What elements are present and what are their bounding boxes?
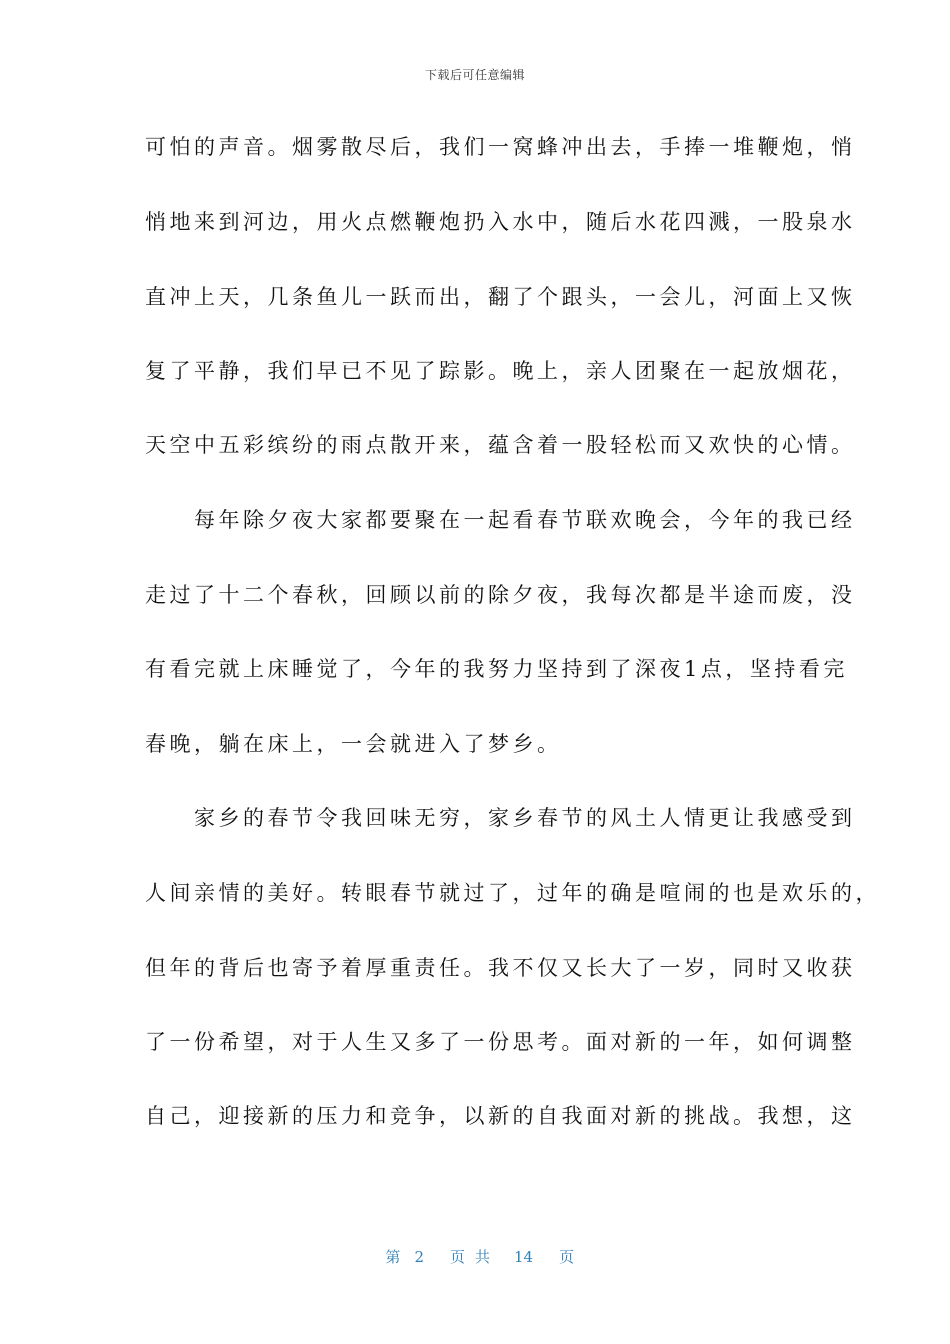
page-number-total: 14 (514, 1248, 534, 1266)
paragraph-line: 每年除夕夜大家都要聚在一起看春节联欢晚会，今年的我已经 (145, 508, 856, 532)
paragraph-line: 家乡的春节令我回味无穷，家乡春节的风土人情更让我感受到 (145, 806, 856, 830)
page-label-mid: 页共 (449, 1248, 500, 1266)
paragraph-line: 但年的背后也寄予着厚重责任。我不仅又长大了一岁，同时又收获 (145, 956, 856, 980)
paragraph-line: 了一份希望，对于人生又多了一份思考。面对新的一年，如何调整 (145, 1030, 856, 1054)
page-number-current: 2 (414, 1248, 424, 1266)
paragraph-line: 可怕的声音。烟雾散尽后，我们一窝蜂冲出去，手捧一堆鞭炮，悄 (145, 135, 856, 159)
page-header: 下载后可任意编辑 (424, 68, 525, 82)
paragraph-line: 自己，迎接新的压力和竞争，以新的自我面对新的挑战。我想，这 (145, 1104, 856, 1128)
paragraph-line: 走过了十二个春秋，回顾以前的除夕夜，我每次都是半途而废，没 (145, 583, 856, 607)
paragraph-line: 直冲上天，几条鱼儿一跃而出，翻了个跟头，一会儿，河面上又恢 (145, 285, 856, 309)
paragraph-line: 天空中五彩缤纷的雨点散开来，蕴含着一股轻松而又欢快的心情。 (145, 433, 856, 457)
page-label-prefix: 第 (385, 1248, 401, 1266)
page-footer (0, 1228, 950, 1267)
paragraph-line: 春晚，躺在床上，一会就进入了梦乡。 (145, 732, 562, 756)
paragraph-line: 有看完就上床睡觉了，今年的我努力坚持到了深夜1点，坚持看完 (145, 657, 848, 681)
paragraph-line: 悄地来到河边，用火点燃鞭炮扔入水中，随后水花四溅，一股泉水 (145, 210, 856, 234)
paragraph-line: 人间亲情的美好。转眼春节就过了，过年的确是喧闹的也是欢乐的， (145, 881, 880, 905)
paragraph-line: 复了平静，我们早已不见了踪影。晚上，亲人团聚在一起放烟花， (145, 359, 856, 383)
page-label-suffix: 页 (559, 1248, 575, 1266)
